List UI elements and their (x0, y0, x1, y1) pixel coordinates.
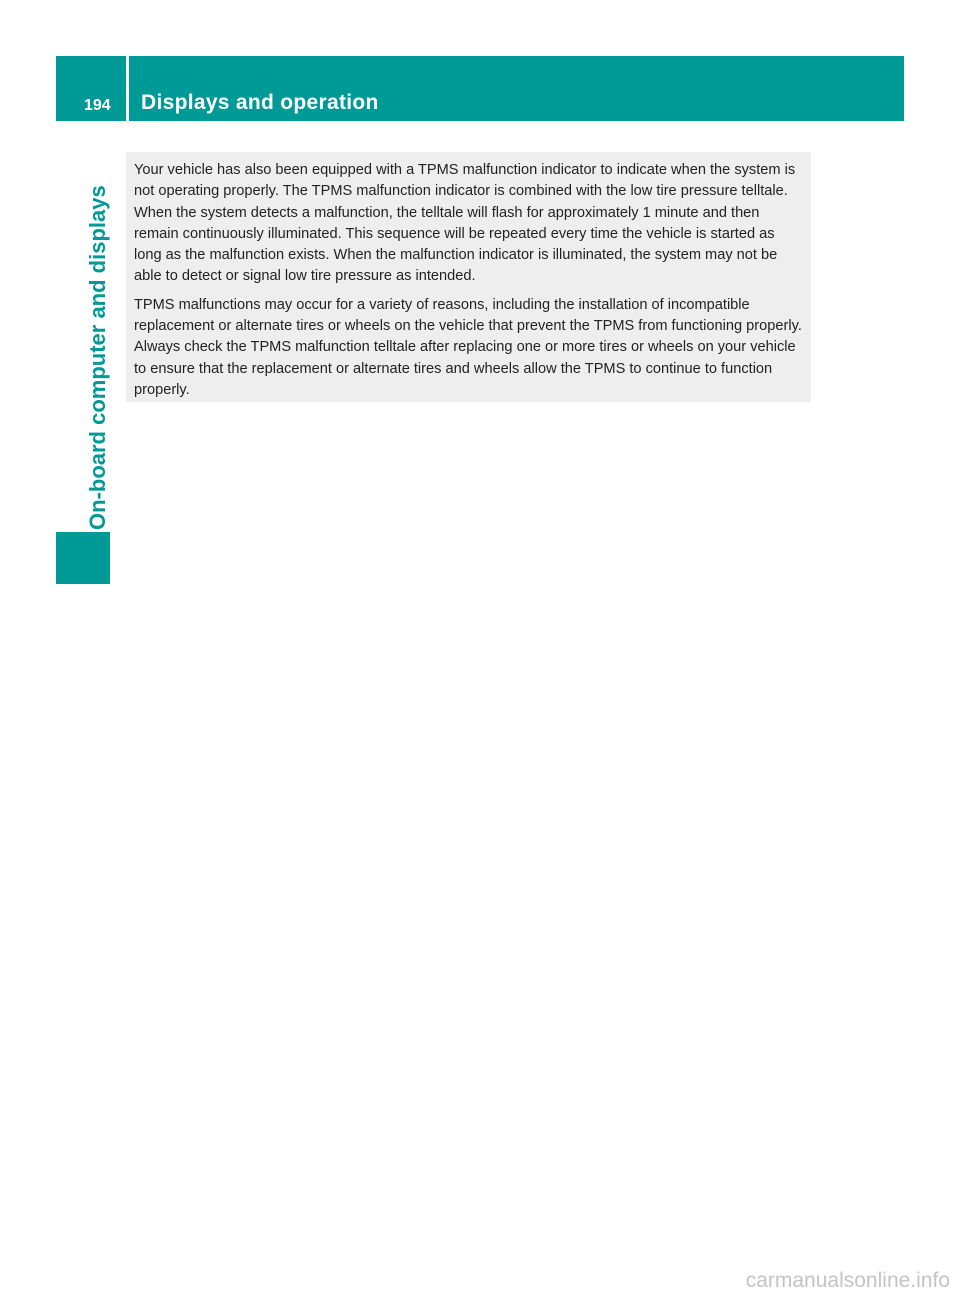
chapter-label: On-board computer and displays (85, 185, 110, 530)
note-paragraph: TPMS malfunctions may occur for a variety of reasons, including the installation of incompatible replacement or alternate tires or wheels on the vehicle that prevent the TPMS from functioning properly. Always check the TPMS malfunction telltale after replacing one or more tires or wheels on your vehicle to ensure that the replacement or alternate tires and wheels allow the TPMS to continue to function properly. (134, 296, 802, 398)
tpms-note-box (126, 152, 811, 402)
chapter-marker (56, 532, 110, 584)
note-paragraph: Your vehicle has also been equipped with a TPMS malfunction indicator to indicate when the system is not operating properly. The TPMS malfunction indicator is combined with the low tire pressure telltale. When the system detects a malfunction, the telltale will flash for approximately 1 minute and then remain continuously illuminated. This sequence will be repeated every time the vehicle is started as long as the malfunction exists. When the malfunction indicator is illuminated, the system may not be able to detect or signal low tire pressure as intended. (134, 162, 796, 285)
page-number-box (56, 56, 126, 121)
page-number: 194 (84, 97, 111, 114)
section-title: Displays and operation (141, 91, 379, 114)
watermark: carmanualsonline.info (745, 1269, 950, 1292)
header-divider (126, 56, 129, 121)
